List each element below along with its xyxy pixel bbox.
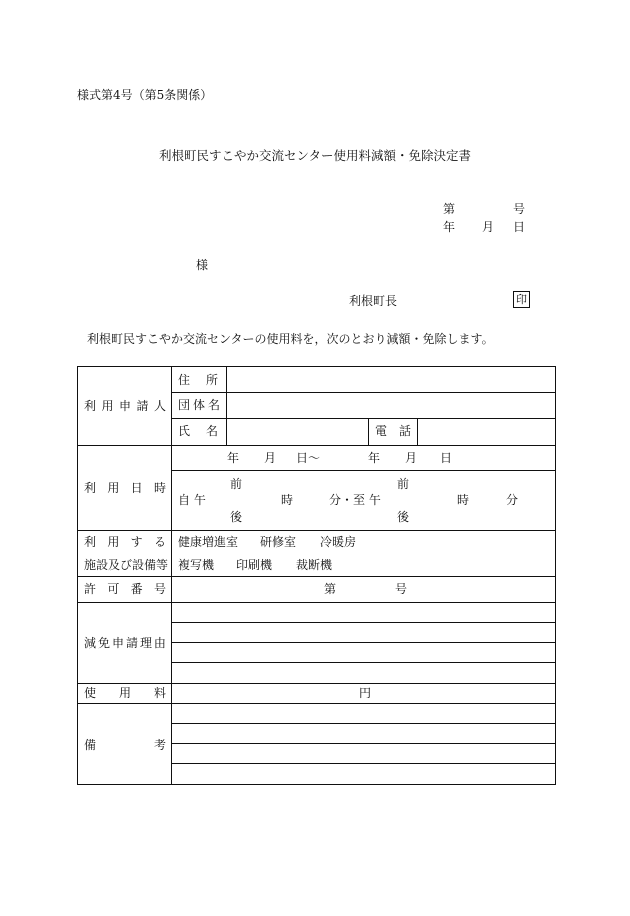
row-divider	[78, 530, 556, 531]
date-month-1: 月	[264, 451, 277, 465]
facility-training-room: 研修室	[260, 535, 297, 549]
facility-printer: 印刷機	[236, 558, 273, 572]
time-am-1: 前	[230, 477, 243, 491]
phone-label: 電 話	[375, 424, 411, 438]
facility-air-conditioning: 冷暖房	[320, 535, 357, 549]
permit-number-prefix: 第	[324, 582, 337, 596]
facility-cutter: 裁断機	[296, 558, 333, 572]
time-from-label: 自 午	[178, 493, 206, 507]
issuer-name: 利根町長	[349, 294, 398, 308]
date-month: 月	[482, 220, 495, 234]
document-title: 利根町民すこやか交流センター使用料減額・免除決定書	[158, 148, 471, 163]
reduction-reason-label: 減 免 申 請 理 由	[84, 636, 166, 650]
row-divider	[171, 763, 556, 764]
row-divider	[78, 683, 556, 684]
doc-number-prefix: 第	[443, 202, 456, 216]
facility-label-line2: 施設及び設備等	[84, 558, 169, 572]
phone-label-left-divider	[368, 419, 369, 445]
doc-number-suffix: 号	[513, 202, 526, 216]
phone-label-right-divider	[417, 419, 418, 445]
permit-number-label: 許 可 番 号	[84, 582, 166, 596]
date-day: 日	[513, 220, 526, 234]
facility-label-line1: 利 用 す る	[84, 535, 166, 549]
time-pm-2: 後	[397, 510, 410, 524]
time-am-2: 前	[397, 477, 410, 491]
row-divider	[78, 576, 556, 577]
addressee-suffix: 様	[196, 258, 209, 272]
form-number: 様式第4号（第5条関係）	[77, 88, 213, 102]
fee-label: 使 用 料	[84, 686, 166, 700]
address-label: 住 所	[178, 373, 218, 387]
time-pm-1: 後	[230, 510, 243, 524]
row-divider	[171, 662, 556, 663]
date-month-2: 月	[405, 451, 418, 465]
group-name-label: 団 体 名	[178, 398, 220, 412]
row-divider	[171, 642, 556, 643]
row-divider	[78, 602, 556, 603]
date-year-1: 年	[227, 451, 240, 465]
name-label: 氏 名	[178, 424, 218, 438]
date-year: 年	[443, 220, 456, 234]
row-divider	[171, 622, 556, 623]
time-minute-2: 分	[506, 493, 519, 507]
facility-health-room: 健康増進室	[178, 535, 239, 549]
intro-text: 利根町民すこやか交流センターの使用料を，次のとおり減額・免除します。	[87, 332, 494, 346]
time-hour-1: 時	[281, 493, 294, 507]
row-divider	[171, 418, 556, 419]
remarks-label: 備 考	[84, 738, 166, 752]
decision-form-table	[77, 366, 556, 785]
row-divider	[78, 703, 556, 704]
row-divider	[171, 392, 556, 393]
date-year-2: 年	[368, 451, 381, 465]
row-divider	[171, 470, 556, 471]
time-hour-2: 時	[457, 493, 470, 507]
row-divider	[171, 723, 556, 724]
applicant-sublabel-divider	[226, 367, 227, 445]
time-minute-to: 分・至 午	[329, 493, 381, 507]
fee-unit: 円	[359, 686, 372, 700]
permit-number-suffix: 号	[395, 582, 408, 596]
usage-datetime-label: 利 用 日 時	[84, 481, 166, 495]
row-divider	[171, 743, 556, 744]
seal-mark: 印	[513, 291, 530, 308]
facility-copier: 複写機	[178, 558, 215, 572]
date-day-2: 日	[440, 451, 453, 465]
applicant-label: 利 用 申 請 人	[84, 399, 166, 413]
row-divider	[78, 445, 556, 446]
date-day-from: 日～	[296, 451, 321, 465]
